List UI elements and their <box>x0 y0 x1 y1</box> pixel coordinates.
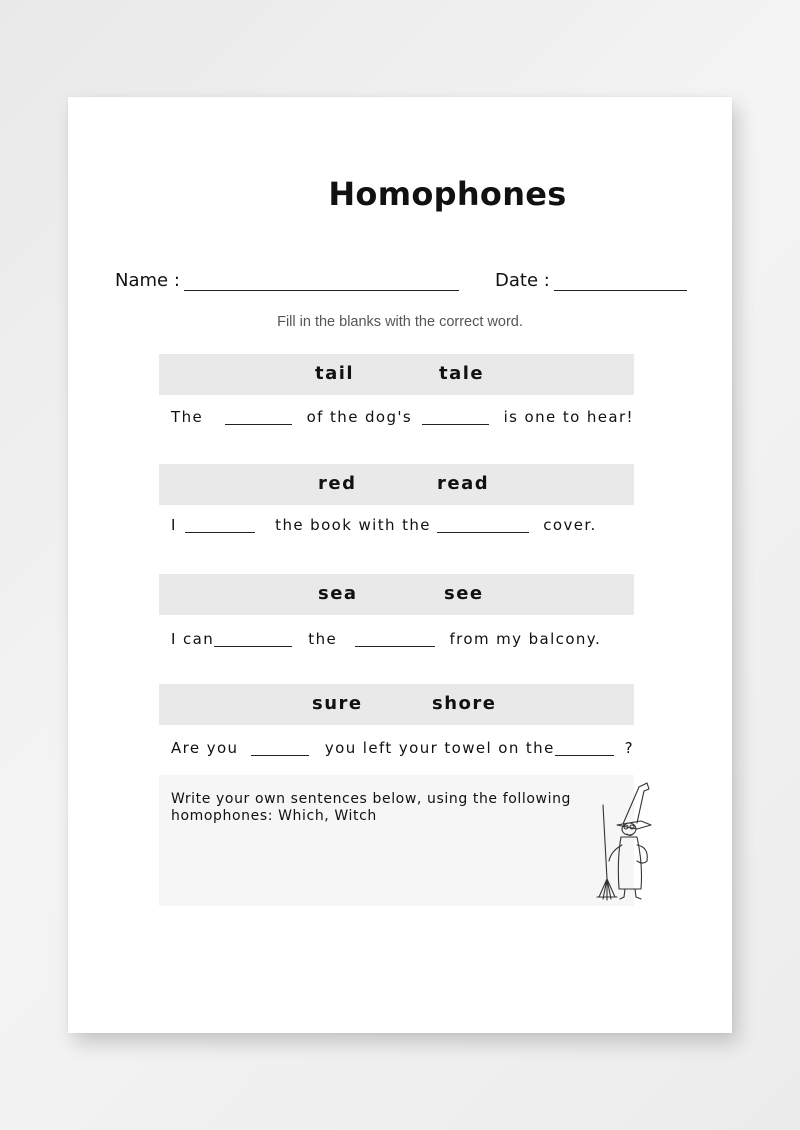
sentence-part: is one to hear! <box>497 408 634 426</box>
sentence <box>159 395 634 439</box>
date-label: Date : <box>495 270 550 291</box>
blank-line[interactable] <box>355 632 435 647</box>
blank-line[interactable] <box>437 518 529 533</box>
word-option: shore <box>432 693 497 714</box>
date-field[interactable] <box>495 270 687 291</box>
sentence-part: ? <box>618 739 634 757</box>
blank-line[interactable] <box>251 741 309 756</box>
sentence-part: Are you <box>171 739 245 757</box>
prompt-line: homophones: Which, Witch <box>171 808 377 824</box>
word-option: see <box>444 583 484 604</box>
sentence-part: I <box>171 516 183 534</box>
sentence-part: the <box>302 630 344 648</box>
word-option: sure <box>312 693 363 714</box>
word-choices <box>159 574 634 615</box>
blank-line[interactable] <box>225 410 292 425</box>
blank-line[interactable] <box>214 632 292 647</box>
name-date-row <box>115 270 690 300</box>
name-field[interactable] <box>115 270 459 291</box>
blank-line[interactable] <box>422 410 489 425</box>
sentence-part: of the dog's <box>300 408 419 426</box>
sentence <box>159 725 634 771</box>
word-choices <box>159 684 634 725</box>
sentence-part: The <box>171 408 210 426</box>
sentence-part: the book with the <box>269 516 438 534</box>
date-line[interactable] <box>554 270 687 291</box>
word-option: read <box>437 473 490 494</box>
exercise-3 <box>159 574 634 663</box>
sentence <box>159 615 634 663</box>
word-option: red <box>318 473 357 494</box>
sentence-part: I can <box>171 630 215 648</box>
blank-line[interactable] <box>185 518 255 533</box>
name-label: Name : <box>115 270 180 291</box>
own-sentences-box[interactable] <box>159 775 634 906</box>
word-choices <box>159 464 634 505</box>
sentence-part: you left your towel on the <box>318 739 555 757</box>
worksheet-title: Homophones <box>328 175 567 213</box>
word-option: tale <box>439 363 485 384</box>
own-sentences-prompt <box>171 791 591 825</box>
exercise-2 <box>159 464 634 545</box>
sentence-part: cover. <box>537 516 597 534</box>
prompt-line: Write your own sentences below, using the following <box>171 791 572 807</box>
sentence-part: from my balcony. <box>443 630 602 648</box>
word-choices <box>159 354 634 395</box>
worksheet-page <box>68 97 732 1033</box>
witch-with-broom-icon <box>589 779 661 903</box>
exercise-1 <box>159 354 634 439</box>
exercise-4 <box>159 684 634 771</box>
word-option: sea <box>318 583 358 604</box>
word-option: tail <box>315 363 355 384</box>
instruction-text: Fill in the blanks with the correct word. <box>277 314 523 330</box>
sentence <box>159 505 634 545</box>
blank-line[interactable] <box>555 741 615 756</box>
name-line[interactable] <box>184 270 459 291</box>
